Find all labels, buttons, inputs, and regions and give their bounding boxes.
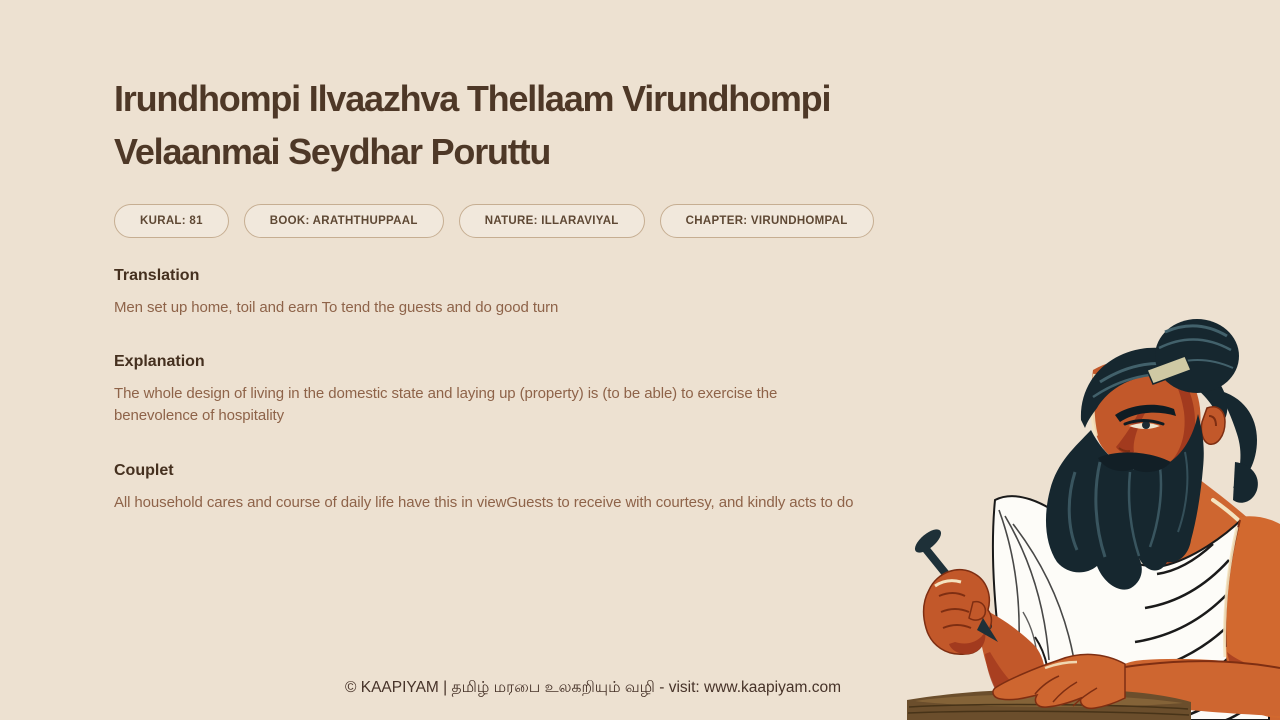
translation-heading: Translation — [114, 267, 200, 284]
couplet-section — [114, 462, 859, 514]
footer-credit: © KAAPIYAM | தமிழ் மரபை உலகறியும் வழி - visit: www.kaapiyam.com — [345, 679, 841, 696]
metadata-badges — [114, 204, 874, 238]
badge-nature[interactable]: NATURE: ILLARAVIYAL — [459, 204, 645, 238]
ear — [1201, 407, 1225, 444]
explanation-text: The whole design of living in the domestic state and laying up (property) is (to be able) to exercise the benevolence of hospitality — [114, 385, 778, 424]
couplet-text: All household cares and course of daily life have this in viewGuests to receive with courtesy, and kindly acts to do — [114, 494, 854, 511]
left-hand-fist — [924, 570, 992, 655]
translation-section — [114, 267, 859, 319]
badge-kural-number[interactable]: KURAL: 81 — [114, 204, 229, 238]
badge-chapter[interactable]: CHAPTER: VIRUNDHOMPAL — [660, 204, 874, 238]
explanation-heading: Explanation — [114, 353, 205, 370]
hair-bun — [1147, 319, 1239, 393]
page-title: Irundhompi Ilvaazhva Thellaam Virundhompi Velaanmai Seydhar Poruttu — [114, 78, 831, 172]
couplet-heading: Couplet — [114, 462, 174, 479]
explanation-section — [114, 353, 859, 427]
translation-text: Men set up home, toil and earn To tend the guests and do good turn — [114, 299, 559, 316]
thiruvalluvar-illustration — [895, 312, 1280, 720]
badge-book[interactable]: BOOK: ARATHTHUPPAAL — [244, 204, 444, 238]
